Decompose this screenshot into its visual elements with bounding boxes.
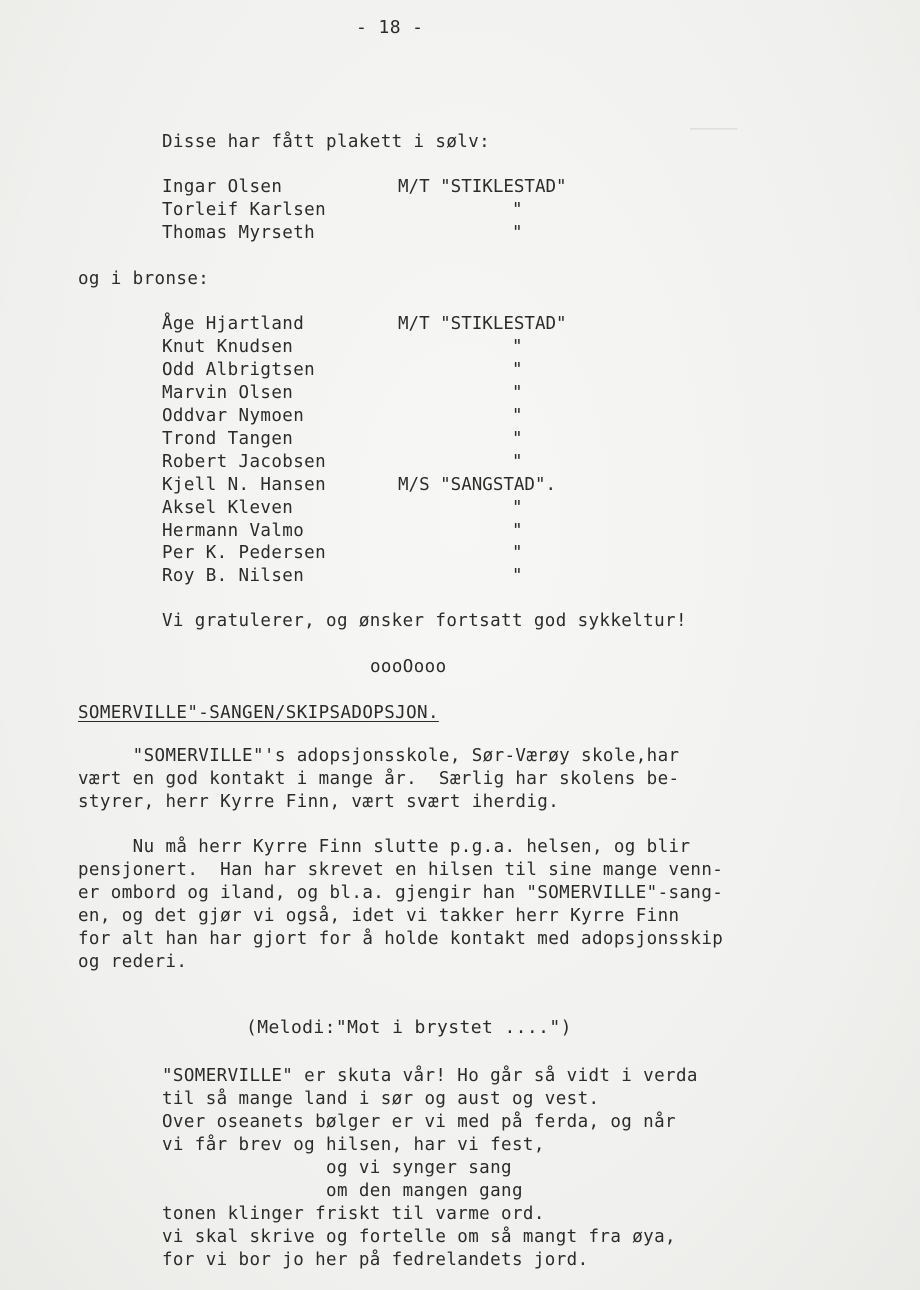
song-line: og vi synger sang	[162, 1158, 512, 1178]
silver-intro: Disse har fått plakett i sølv:	[162, 132, 491, 152]
section-heading: SOMERVILLE"-SANGEN/SKIPSADOPSJON.	[78, 703, 439, 723]
bronze-ship: "	[512, 383, 523, 403]
silver-name: Thomas Myrseth	[162, 223, 316, 243]
bronze-name: Hermann Valmo	[162, 521, 305, 541]
silver-ship: M/T "STIKLESTAD"	[398, 177, 567, 197]
bleed-through-text: ─────	[690, 120, 738, 138]
bronze-name: Knut Knudsen	[162, 337, 294, 357]
bronze-ship: "	[512, 566, 523, 586]
silver-name: Ingar Olsen	[162, 177, 283, 197]
paragraph-line: styrer, herr Kyrre Finn, vært svært iherdig.	[78, 792, 560, 812]
bronze-ship: M/S "SANGSTAD".	[398, 475, 557, 495]
song-line: til så mange land i sør og aust og vest.	[162, 1089, 600, 1109]
congratulations-line: Vi gratulerer, og ønsker fortsatt god sykkeltur!	[162, 611, 687, 631]
silver-name: Torleif Karlsen	[162, 200, 327, 220]
paragraph-line: "SOMERVILLE"'s adopsjonsskole, Sør-Værøy skole,har	[78, 746, 680, 766]
bronze-ship: "	[512, 406, 523, 426]
bronze-name: Kjell N. Hansen	[162, 475, 327, 495]
song-line: "SOMERVILLE" er skuta vår! Ho går så vidt i verda	[162, 1066, 698, 1086]
song-line: om den mangen gang	[162, 1181, 523, 1201]
song-line: vi skal skrive og fortelle om så mangt fra øya,	[162, 1227, 676, 1247]
song-line: Over oseanets bølger er vi med på ferda, og når	[162, 1112, 676, 1132]
bronze-ship: "	[512, 452, 523, 472]
bronze-ship: "	[512, 498, 523, 518]
bronze-name: Aksel Kleven	[162, 498, 294, 518]
bronze-name: Roy B. Nilsen	[162, 566, 305, 586]
bronze-ship: "	[512, 521, 523, 541]
song-line: tonen klinger friskt til varme ord.	[162, 1204, 545, 1224]
bronze-name: Odd Albrigtsen	[162, 360, 316, 380]
bronze-ship: "	[512, 543, 523, 563]
section-separator: oooOooo	[370, 657, 447, 677]
song-line: vi får brev og hilsen, har vi fest,	[162, 1135, 545, 1155]
paragraph-line: Nu må herr Kyrre Finn slutte p.g.a. helsen, og blir	[78, 837, 691, 857]
silver-ship: "	[512, 223, 523, 243]
bronze-name: Marvin Olsen	[162, 383, 294, 403]
bronze-name: Robert Jacobsen	[162, 452, 327, 472]
bronze-name: Per K. Pedersen	[162, 543, 327, 563]
bronze-ship: "	[512, 337, 523, 357]
bronze-name: Trond Tangen	[162, 429, 294, 449]
paragraph-line: for alt han har gjort for å holde kontakt med adopsjonsskip	[78, 929, 724, 949]
paragraph-line: og rederi.	[78, 952, 188, 972]
bronze-ship: "	[512, 429, 523, 449]
song-line: for vi bor jo her på fedrelandets jord.	[162, 1250, 589, 1270]
bronze-name: Oddvar Nymoen	[162, 406, 305, 426]
melody-note: (Melodi:"Mot i brystet ....")	[246, 1017, 572, 1038]
paragraph-line: vært en god kontakt i mange år. Særlig har skolens be-	[78, 769, 680, 789]
paragraph-line: en, og det gjør vi også, idet vi takker herr Kyrre Finn	[78, 906, 680, 926]
paragraph-line: pensjonert. Han har skrevet en hilsen til sine mange venn-	[78, 860, 724, 880]
bronze-name: Åge Hjartland	[162, 314, 305, 334]
paragraph-line: er ombord og iland, og bl.a. gjengir han "SOMERVILLE"-sang-	[78, 883, 724, 903]
silver-ship: "	[512, 200, 523, 220]
page-number: - 18 -	[356, 17, 424, 38]
bronze-ship: M/T "STIKLESTAD"	[398, 314, 567, 334]
bronze-ship: "	[512, 360, 523, 380]
bronze-intro: og i bronse:	[78, 269, 210, 289]
